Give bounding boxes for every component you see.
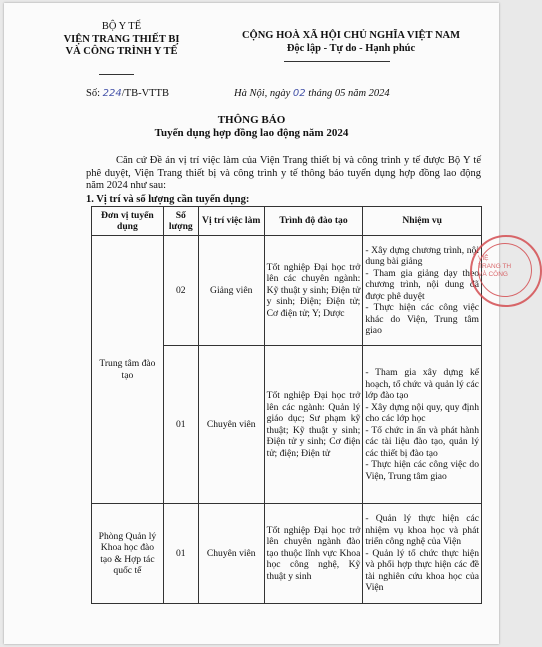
nation-header [220, 30, 482, 55]
duty-item: - Xây dựng chương trình, nội dung bài giảng [365, 244, 479, 267]
ministry-underline [99, 74, 134, 75]
official-stamp [470, 235, 542, 307]
quantity-cell: 01 [163, 504, 198, 604]
doc-number-prefix: Số: [86, 88, 101, 99]
duty-item: - Quản lý tổ chức thực hiện và phối hợp thực hiện các đề tài nghiên cứu khoa học của Viện [365, 547, 479, 594]
ministry-line-3: VÀ CÔNG TRÌNH Y TẾ [65, 46, 178, 57]
notice-title-sub: Tuyển dụng hợp đồng lao động năm 2024 [154, 127, 349, 139]
duty-item: - Tham gia xây dựng kế hoạch, tổ chức và quản lý các lớp đào tạo [365, 367, 479, 401]
notice-title [4, 114, 499, 140]
place-date-suffix: tháng 05 năm 2024 [308, 88, 390, 99]
unit-cell: Phòng Quản lý Khoa học đào tạo & Hợp tác quốc tế [92, 504, 164, 604]
stamp-line-2: TRANG TH [478, 263, 512, 270]
duties-cell [363, 236, 482, 346]
duty-item: - Quản lý thực hiện các nhiệm vụ khoa học và phát triển công nghệ của Viện [365, 513, 479, 548]
ministry-line-2: VIỆN TRANG THIẾT BỊ [63, 33, 180, 45]
duty-item: - Tổ chức in ấn và phát hành các tài liệu đào tạo, quản lý các thiết bị đào tạo [365, 424, 479, 459]
quantity-cell: 01 [163, 346, 198, 504]
nation-line-2: Độc lập - Tự do - Hạnh phúc [286, 42, 416, 54]
nation-underline [284, 61, 390, 62]
section-heading: 1. Vị trí và số lượng cần tuyển dụng: [86, 194, 250, 205]
duty-item: - Thực hiện các công việc do Viện, Trung tâm giao [365, 459, 479, 482]
ministry-header [24, 21, 219, 59]
position-cell: Giảng viên [198, 236, 264, 346]
position-cell: Chuyên viên [198, 504, 264, 604]
place-date-day: 02 [292, 88, 306, 99]
table-row [92, 236, 482, 346]
education-cell: Tốt nghiệp Đại học trở lên các chuyên ngành: Kỹ thuật y sinh; Điện tử y sinh; Điện; Điện tử; Cơ điện tử; Y; Dược [264, 236, 363, 346]
duty-item: - Tham gia giảng dạy theo chương trình, nội dung đã được phê duyệt [365, 267, 479, 302]
nation-line-1: CỘNG HOÀ XÃ HỘI CHỦ NGHĨA VIỆT NAM [241, 30, 461, 41]
header-quantity: Số lượng [163, 207, 198, 236]
duties-cell [363, 504, 482, 604]
table-header-row [92, 207, 482, 236]
unit-cell: Trung tâm đào tạo [92, 236, 164, 504]
doc-number-suffix: /TB-VTTB [121, 88, 169, 99]
table-row [92, 504, 482, 604]
stamp-line-3: VÀ CÔNG [478, 271, 508, 278]
header-unit: Đơn vị tuyển dụng [92, 207, 164, 236]
place-date [234, 88, 390, 99]
document-number [86, 88, 169, 99]
header-position: Vị trí việc làm [198, 207, 264, 236]
header-education: Trình độ đào tạo [264, 207, 363, 236]
stamp-line-1: VIỆ [478, 255, 489, 262]
duty-item: - Xây dựng nội quy, quy định cho các lớp học [365, 401, 479, 424]
intro-paragraph: Căn cứ Đề án vị trí việc làm của Viện Trang thiết bị và công trình y tế được Bộ Y tế phê duyệt, Viện Trang thiết bị và công trình y tế thông báo tuyển dụng hợp đồng lao động năm 2024 như sau: [86, 155, 481, 192]
duties-cell [363, 346, 482, 504]
position-cell: Chuyên viên [198, 346, 264, 504]
education-cell: Tốt nghiệp Đại học trở lên các ngành: Quản lý giáo dục; Sư phạm kỹ thuật; Kỹ thuật y sinh; Điện tử y sinh; Cơ điện tử; điện; Điện tử [264, 346, 363, 504]
place-date-prefix: Hà Nội, ngày [234, 88, 291, 99]
duty-item: - Thực hiện các công việc khác do Viện, Trung tâm giao [365, 302, 479, 336]
doc-number-handwritten: 224 [102, 88, 122, 99]
job-table [91, 206, 482, 604]
quantity-cell: 02 [163, 236, 198, 346]
document-page [4, 3, 512, 644]
ministry-line-1: BỘ Y TẾ [101, 21, 142, 32]
stamp-text [472, 255, 512, 279]
header-duties: Nhiệm vụ [363, 207, 482, 236]
education-cell: Tốt nghiệp Đại học trở lên chuyên ngành đào tạo thuộc lĩnh vực Khoa học công nghệ, Kỹ thuật y sinh [264, 504, 363, 604]
notice-title-main: THÔNG BÁO [217, 114, 286, 126]
